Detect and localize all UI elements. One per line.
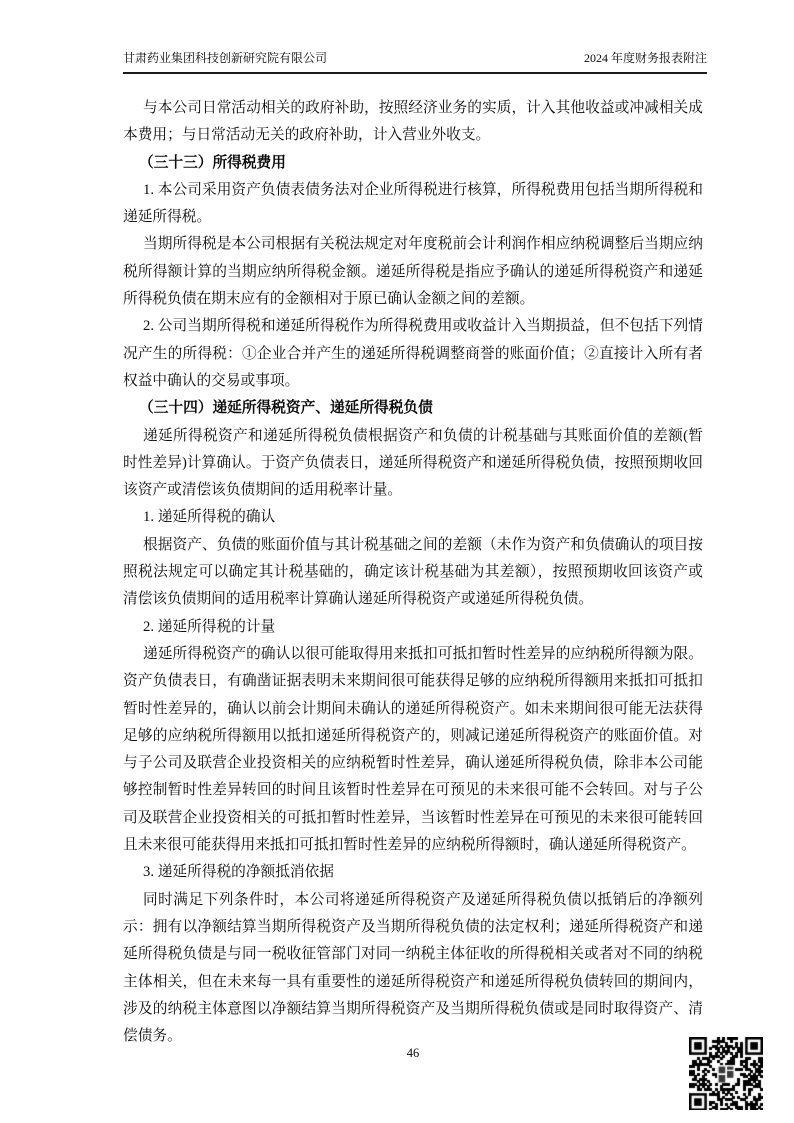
page-header xyxy=(123,50,707,74)
paragraph: 3. 递延所得税的净额抵消依据 xyxy=(143,864,334,881)
paragraph: 当期所得税是本公司根据有关税法规定对年度税前会计利润作相应纳税调整后当期应纳税所得额计算的当期应纳所得税金额。递延所得税是指应予确认的递延所得税资产和递延所得税负债在期末应有的金额相对于原已确认金额之间的差额。 xyxy=(123,236,703,308)
paragraph: 同时满足下列条件时，本公司将递延所得税资产及递延所得税负债以抵销后的净额列示：拥有以净额结算当期所得税资产及当期所得税负债的法定权利；递延所得税资产和递延所得税负债是与同一税收征管部门对同一纳税主体征收的所得税相关或者对不同的纳税主体相关，但在未来每一具有重要性的递延所得税资产和递延所得税负债转回的期间内，涉及的纳税主体意图以净额结算当期所得税资产及当期所得税负债或是同时取得资产、清偿债务。 xyxy=(123,891,703,1045)
document-body xyxy=(123,95,703,1050)
paragraph: 递延所得税资产和递延所得税负债根据资产和负债的计税基础与其账面价值的差额(暂时性差异)计算确认。于资产负债表日，递延所得税资产和递延所得税负债，按照预期收回该资产或清偿该负债期间的适用税率计量。 xyxy=(123,427,703,499)
paragraph: 1. 递延所得税的确认 xyxy=(143,509,276,526)
qr-code xyxy=(689,1037,763,1110)
paragraph: 2. 递延所得税的计量 xyxy=(143,618,276,635)
header-company-name: 甘肃药业集团科技创新研究院有限公司 xyxy=(123,51,328,65)
paragraph: 1. 本公司采用资产负债表债务法对企业所得税进行核算，所得税费用包括当期所得税和递延所得税。 xyxy=(123,181,703,226)
paragraph: 与本公司日常活动相关的政府补助，按照经济业务的实质，计入其他收益或冲减相关成本费用；与日常活动无关的政府补助，计入营业外收支。 xyxy=(123,100,703,144)
paragraph: 根据资产、负债的账面价值与其计税基础之间的差额（未作为资产和负债确认的项目按照税法规定可以确定其计税基础的，确定该计税基础为其差额），按照预期收回该资产或清偿该负债期间的适用税率计算确认递延所得税资产或递延所得税负债。 xyxy=(123,536,703,608)
section-heading: （三十三）所得税费用 xyxy=(139,154,286,171)
page-number: 46 xyxy=(406,1046,420,1060)
section-heading: （三十四）递延所得税资产、递延所得税负债 xyxy=(139,400,433,417)
page-footer xyxy=(123,1045,703,1061)
paragraph: 递延所得税资产的确认以很可能取得用来抵扣可抵扣暂时性差异的应纳税所得额为限。资产负债表日，有确凿证据表明未来期间很可能获得足够的应纳税所得额用来抵扣可抵扣暂时性差异的，确认以前会计期间未确认的递延所得税资产。如未来期间很可能无法获得足够的应纳税所得额用以抵扣递延所得税资产的，则减记递延所得税资产的账面价值。对与子公司及联营企业投资相关的应纳税暂时性差异，确认递延所得税负债，除非本公司能够控制暂时性差异转回的时间且该暂时性差异在可预见的未来很可能不会转回。对与子公司及联营企业投资相关的可抵扣暂时性差异，当该暂时性差异在可预见的未来很可能转回且未来很可能获得用来抵扣可抵扣暂时性差异的应纳税所得额时，确认递延所得税资产。 xyxy=(123,645,703,854)
paragraph: 2. 公司当期所得税和递延所得税作为所得税费用或收益计入当期损益，但不包括下列情况产生的所得税：①企业合并产生的递延所得税调整商誉的账面价值；②直接计入所有者权益中确认的交易或事项。 xyxy=(123,318,703,389)
header-doc-title: 2024 年度财务报表附注 xyxy=(583,51,707,65)
